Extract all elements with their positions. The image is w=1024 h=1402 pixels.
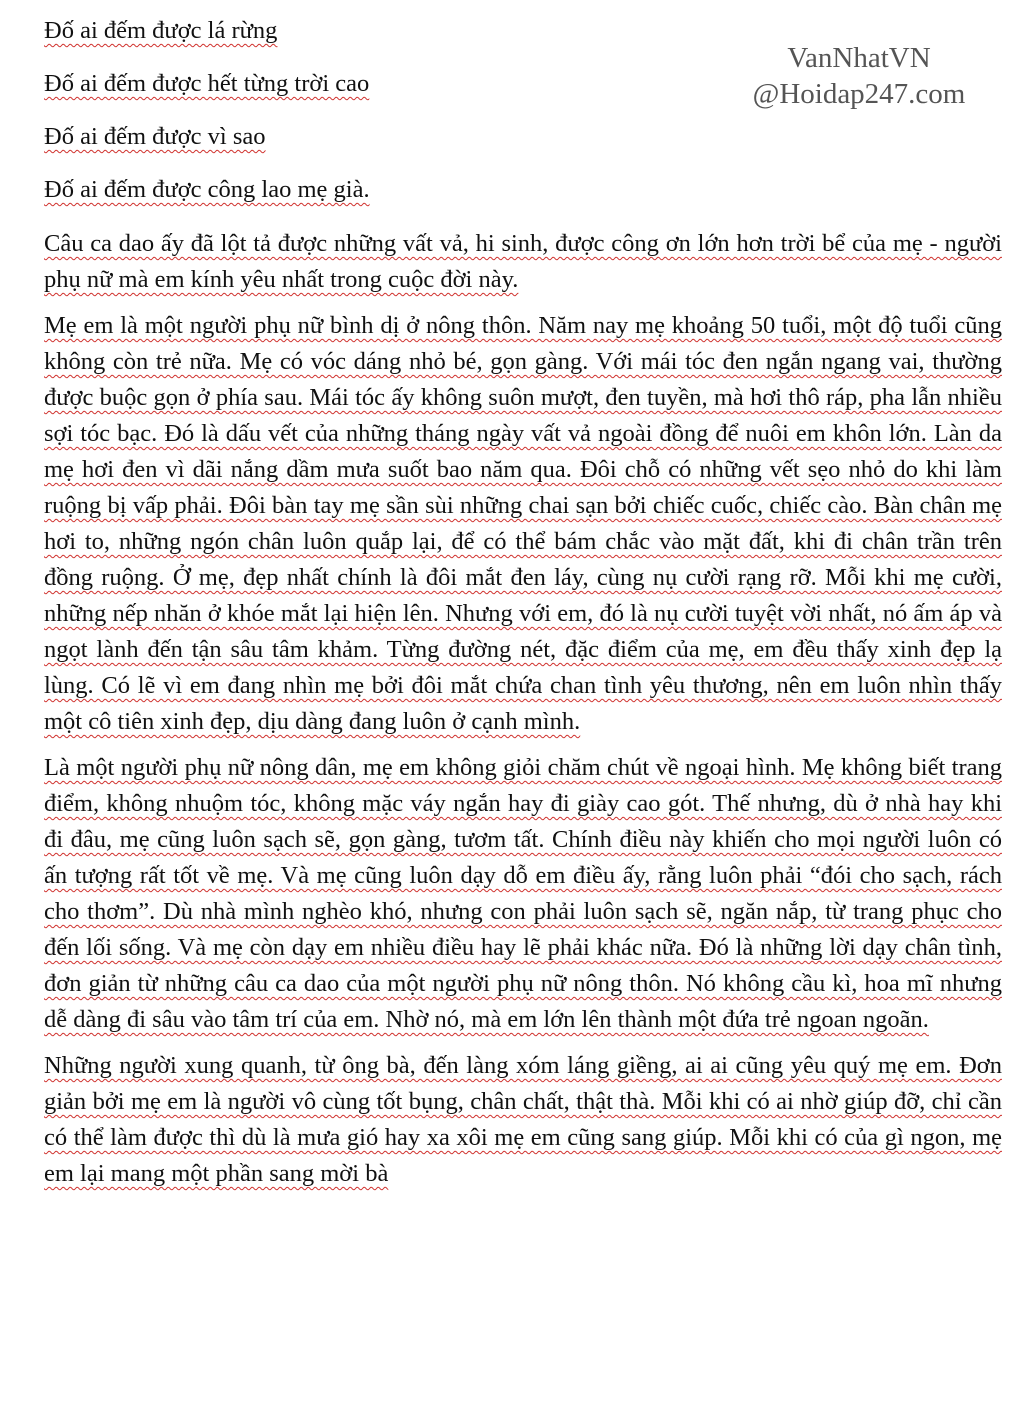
paragraph-character: Những người xung quanh, từ ông bà, đến làng xóm láng giềng, ai ai cũng yêu quý mẹ em. Đơn giản bởi mẹ em là người vô cùng tốt bụng, chân chất, thật thà. Mỗi khi có ai nhờ giúp đỡ, chỉ cần có thể làm được thì dù là mưa gió hay xa xôi mẹ em cũng sang giúp. Mỗi khi có của gì ngon, mẹ em lại mang một phần sang mời bà — [44, 1052, 1002, 1187]
watermark-username: VanNhatVN — [787, 42, 931, 74]
poem-line: Đố ai đếm được công lao mẹ già. — [44, 176, 370, 203]
paragraph-intro: Câu ca dao ấy đã lột tả được những vất vả, hi sinh, được công ơn lớn hơn trời bể của mẹ - người phụ nữ mà em kính yêu nhất trong cuộc đời này. — [44, 230, 1002, 293]
watermark-site: @Hoidap247.com — [752, 78, 966, 110]
poem-line: Đố ai đếm được hết từng trời cao — [44, 70, 370, 97]
paragraph-appearance: Mẹ em là một người phụ nữ bình dị ở nông thôn. Năm nay mẹ khoảng 50 tuổi, một độ tuổi cũng không còn trẻ nữa. Mẹ có vóc dáng nhỏ bé, gọn gàng. Với mái tóc đen ngắn ngang vai, thường được buộc gọn ở phía sau. Mái tóc ấy không suôn mượt, đen tuyền, mà hơi thô ráp, pha lẫn nhiều sợi tóc bạc. Đó là dấu vết của những tháng ngày vất vả ngoài đồng để nuôi em khôn lớn. Làn da mẹ hơi đen vì dãi nắng dầm mưa suốt bao năm qua. Đôi chỗ có những vết sẹo nhỏ do khi làm ruộng bị vấp phải. Đôi bàn tay mẹ sần sùi những chai sạn bởi chiếc cuốc, chiếc cào. Bàn chân mẹ hơi to, những ngón chân luôn quắp lại, để có thể bám chắc vào mặt đất, khi đi chân trần trên đồng ruộng. Ở mẹ, đẹp nhất chính là đôi mắt đen láy, cùng nụ cười rạng rỡ. Mỗi khi mẹ cười, những nếp nhăn ở khóe mắt lại hiện lên. Nhưng với em, đó là nụ cười tuyệt vời nhất, nó ấm áp và ngọt lành đến tận sâu tâm khảm. Từng đường nét, đặc điểm của mẹ, em đều thấy xinh đẹp lạ lùng. Có lẽ vì em đang nhìn mẹ bởi đôi mắt chứa chan tình yêu thương, nên em luôn nhìn thấy một cô tiên xinh đẹp, dịu dàng đang luôn ở cạnh mình. — [44, 312, 1002, 735]
poem-line: Đố ai đếm được vì sao — [44, 123, 266, 150]
poem-line: Đố ai đếm được lá rừng — [44, 17, 278, 44]
paragraph-lifestyle: Là một người phụ nữ nông dân, mẹ em không giỏi chăm chút về ngoại hình. Mẹ không biết trang điểm, không nhuộm tóc, không mặc váy ngắn hay đi giày cao gót. Thế nhưng, dù ở nhà hay khi đi đâu, mẹ cũng luôn sạch sẽ, gọn gàng, tươm tất. Chính điều này khiến cho mọi người luôn có ấn tượng rất tốt về mẹ. Và mẹ cũng luôn dạy dỗ em điều ấy, rằng luôn phải “đói cho sạch, rách cho thơm”. Dù nhà mình nghèo khó, nhưng con phải luôn sạch sẽ, ngăn nắp, từ trang phục cho đến lối sống. Và mẹ còn dạy em nhiều điều hay lẽ phải khác nữa. Đó là những lời dạy chân tình, đơn giản từ những câu ca dao của một người phụ nữ nông thôn. Nó không cầu kì, hoa mĩ nhưng dễ dàng đi sâu vào tâm trí của em. Nhờ nó, mà em lớn lên thành một đứa trẻ ngoan ngoãn. — [44, 754, 1002, 1033]
watermark — [734, 40, 984, 112]
